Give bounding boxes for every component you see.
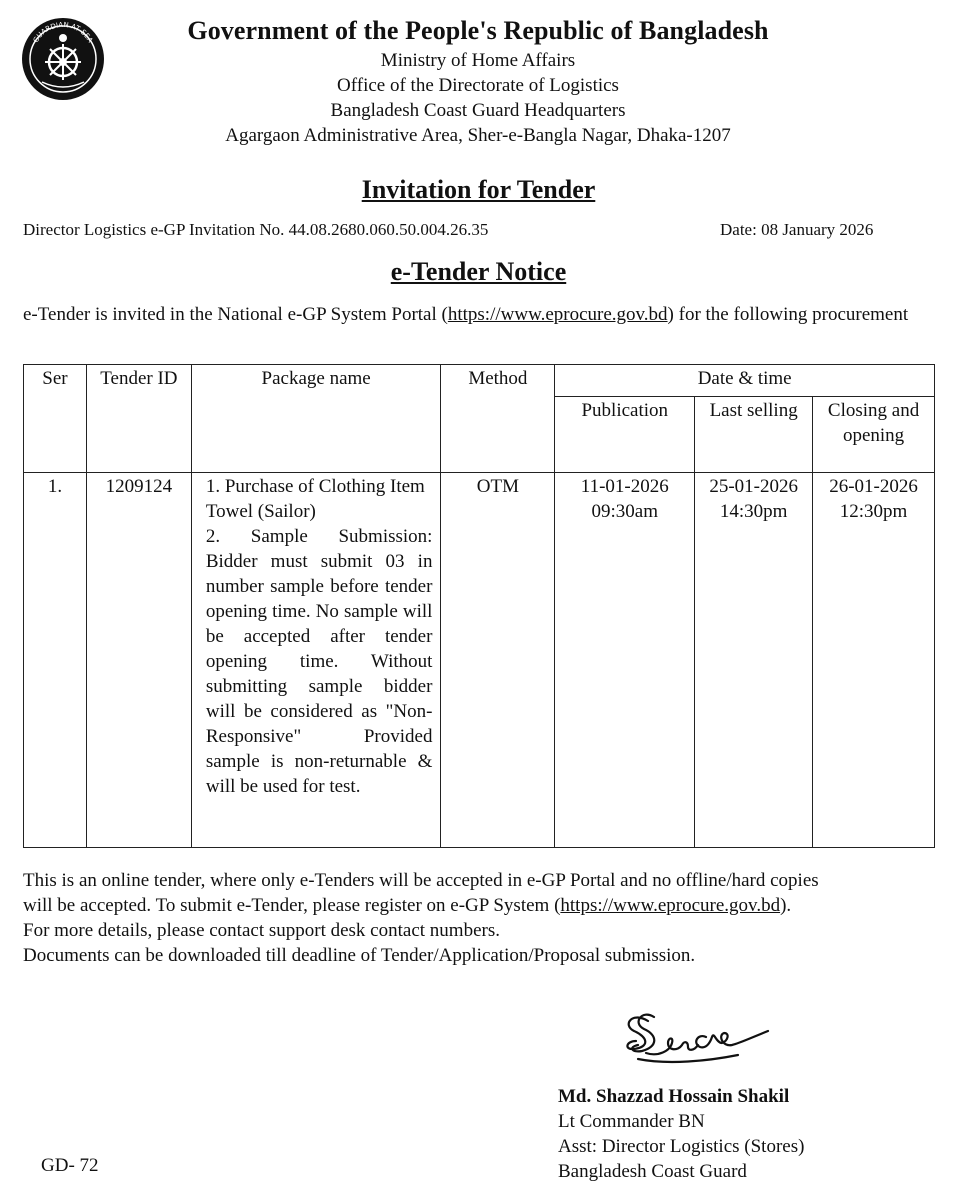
invitation-date: Date: 08 January 2026 [720, 220, 874, 239]
instructions-line-1: This is an online tender, where only e-Tenders will be accepted in e-GP Portal and no offline/hard copies [23, 870, 819, 891]
header-tender-id: Tender ID [86, 365, 191, 473]
header-package-name: Package name [191, 365, 441, 473]
instructions-line-2-start: will be accepted. To submit e-Tender, please register on e-GP System ( [23, 895, 561, 916]
instructions-line-3: For more details, please contact support desk contact numbers. [23, 920, 500, 941]
header-publication: Publication [555, 397, 695, 473]
header-ser: Ser [24, 365, 87, 473]
cell-tender-id: 1209124 [86, 473, 191, 848]
last-selling-time: 14:30pm [719, 501, 788, 522]
publication-time: 09:30am [591, 501, 659, 522]
emblem-icon [20, 16, 106, 102]
office-line: Office of the Directorate of Logistics [337, 75, 619, 96]
portal-link[interactable]: https://www.eprocure.gov.bd [447, 304, 668, 325]
instructions-paragraph [23, 868, 938, 968]
instructions-line-2-end: ). [780, 895, 792, 916]
emblem-motto: GUARDIAN AT SEA [31, 20, 95, 45]
header-date-time: Date & time [555, 365, 935, 397]
publication-date: 11-01-2026 [580, 476, 669, 497]
intro-paragraph [23, 302, 938, 327]
document-code: GD- 72 [41, 1155, 99, 1176]
intro-text-end: ) for the following procurement [667, 304, 909, 325]
signatory-organization: Bangladesh Coast Guard [558, 1161, 747, 1182]
invitation-heading: Invitation for Tender [361, 175, 596, 204]
header-closing-opening: Closing and opening [813, 397, 935, 473]
closing-date: 26-01-2026 [829, 476, 918, 497]
government-title: Government of the People's Republic of Bangladesh [187, 16, 769, 45]
cell-publication [555, 473, 695, 848]
package-item-purchase: 1. Purchase of Clothing Item Towel (Sailor) [205, 476, 425, 522]
portal-link-footer[interactable]: https://www.eprocure.gov.bd [560, 895, 781, 916]
package-item-sample: 2. Sample Submission: Bidder must submit 03 in number sample before tender opening time. No sample will be accepted after tender opening time. Without submitting sample bidder will be considered as "Non-Responsive" Provided sample is non-returnable & will be used for test. [205, 526, 433, 797]
instructions-line-2 [23, 893, 938, 918]
etender-heading: e-Tender Notice [390, 257, 567, 286]
closing-time: 12:30pm [839, 501, 908, 522]
cell-ser: 1. [24, 473, 87, 848]
intro-text-start: e-Tender is invited in the National e-GP System Portal ( [23, 304, 448, 325]
headquarters-line: Bangladesh Coast Guard Headquarters [330, 100, 626, 121]
last-selling-date: 25-01-2026 [709, 476, 798, 497]
instructions-line-4: Documents can be downloaded till deadline of Tender/Application/Proposal submission. [23, 945, 696, 966]
cell-method: OTM [441, 473, 555, 848]
cell-package-name [191, 473, 441, 848]
signatory-designation: Asst: Director Logistics (Stores) [558, 1136, 805, 1157]
header-method: Method [441, 365, 555, 473]
header-last-selling: Last selling [695, 397, 813, 473]
table-row [24, 473, 935, 848]
cell-last-selling [695, 473, 813, 848]
ministry-line: Ministry of Home Affairs [380, 50, 576, 71]
tender-table [23, 364, 935, 848]
cell-closing-opening [813, 473, 935, 848]
signatory-rank: Lt Commander BN [558, 1111, 705, 1132]
invitation-reference: Director Logistics e-GP Invitation No. 44.08.2680.060.50.004.26.35 [23, 220, 489, 239]
signature-image [618, 1003, 788, 1073]
address-line: Agargaon Administrative Area, Sher-e-Bangla Nagar, Dhaka-1207 [225, 125, 731, 146]
signatory-name: Md. Shazzad Hossain Shakil [558, 1086, 790, 1107]
